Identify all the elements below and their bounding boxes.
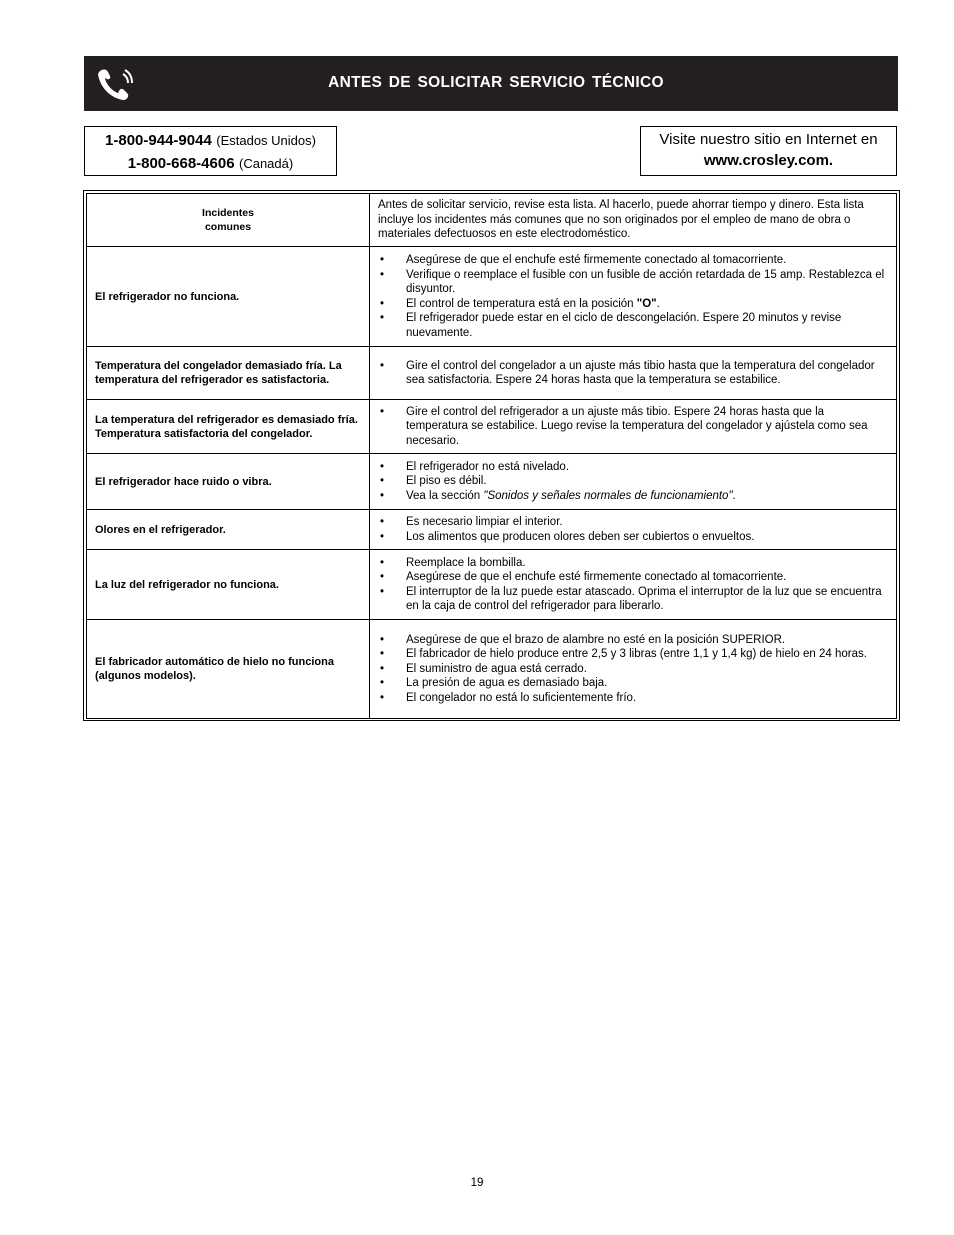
column-header-issues-line2: comunes xyxy=(204,221,252,233)
solution-item: • Asegúrese de que el enchufe esté firmemente conectado al tomacorriente. xyxy=(378,570,888,585)
troubleshooting-grid xyxy=(86,193,897,719)
website-intro-text: Visite nuestro sitio en Internet en xyxy=(659,131,878,148)
troubleshooting-table xyxy=(83,190,900,721)
solution-item: • El fabricador de hielo produce entre 2,5 y 3 libras (entre 1,1 y 1,4 kg) de hielo en 24 horas. xyxy=(378,647,888,662)
solution-item: • El congelador no está lo suficientemente frío. xyxy=(378,691,888,706)
website-url: www.crosley.com. xyxy=(703,152,834,169)
phone-numbers-box xyxy=(84,126,337,176)
issue-cell: Temperatura del congelador demasiado fría. La temperatura del refrigerador es satisfactoria. xyxy=(87,347,370,400)
issue-cell: El fabricador automático de hielo no funciona (algunos modelos). xyxy=(87,620,370,719)
solution-item: • El interruptor de la luz puede estar atascado. Oprima el interruptor de la luz que se encuentra en la caja de control del refrigerador para liberarlo. xyxy=(378,585,888,614)
phone-country-ca: (Canadá) xyxy=(239,156,294,171)
solution-item: • El suministro de agua está cerrado. xyxy=(378,662,888,677)
section-header-bar xyxy=(84,56,898,111)
table-row xyxy=(87,247,897,347)
solutions-cell xyxy=(370,247,897,347)
solution-item: • El piso es débil. xyxy=(378,474,888,489)
solution-item: • Gire el control del congelador a un ajuste más tibio hasta que la temperatura del congelador sea satisfactoria. Espere 24 horas hasta que la temperatura se estabilice. xyxy=(378,359,888,388)
solutions-list xyxy=(378,515,888,544)
issue-cell: El refrigerador hace ruido o vibra. xyxy=(87,454,370,510)
page-number: 19 xyxy=(470,1177,484,1189)
solutions-cell xyxy=(370,620,897,719)
solution-item: • Asegúrese de que el enchufe esté firmemente conectado al tomacorriente. xyxy=(378,253,888,268)
column-header-issues-line1: Incidentes xyxy=(202,207,254,219)
phone-line-us xyxy=(85,129,336,152)
phone-line-ca xyxy=(85,152,336,175)
issue-cell: Olores en el refrigerador. xyxy=(87,510,370,550)
solutions-cell xyxy=(370,550,897,620)
solutions-list xyxy=(378,460,888,504)
solution-item: • El refrigerador puede estar en el ciclo de descongelación. Espere 20 minutos y revise nuevamente. xyxy=(378,311,888,340)
solution-item: • Reemplace la bombilla. xyxy=(378,556,888,571)
solutions-cell xyxy=(370,347,897,400)
table-row xyxy=(87,347,897,400)
website-box xyxy=(640,126,897,176)
solution-item: • Asegúrese de que el brazo de alambre no esté en la posición SUPERIOR. xyxy=(378,633,888,648)
column-header-issues xyxy=(87,194,370,247)
section-reference: "Sonidos y señales normales de funcionamiento" xyxy=(483,489,733,502)
position-o-label: "O" xyxy=(636,297,657,310)
phone-country-us: (Estados Unidos) xyxy=(216,133,316,148)
table-row xyxy=(87,510,897,550)
table-header-row xyxy=(87,194,897,247)
solution-item: • Vea la sección "Sonidos y señales normales de funcionamiento". xyxy=(378,489,888,504)
solutions-cell xyxy=(370,400,897,454)
phone-number-us: 1-800-944-9044 xyxy=(105,132,212,149)
table-row xyxy=(87,620,897,719)
intro-text: Antes de solicitar servicio, revise esta lista. Al hacerlo, puede ahorrar tiempo y dinero. Esta lista incluye los incidentes más comunes que no son originados por el empleo de mano de obra o materiales defectuosos en este electrodoméstico. xyxy=(370,194,897,247)
solution-item: • Gire el control del refrigerador a un ajuste más tibio. Espere 24 horas hasta que la temperatura se estabilice. Luego revise la temperatura del congelador y ajústela como sea necesario. xyxy=(378,405,888,449)
solution-item: • Verifique o reemplace el fusible con un fusible de acción retardada de 15 amp. Restablezca el disyuntor. xyxy=(378,268,888,297)
issue-cell: La luz del refrigerador no funciona. xyxy=(87,550,370,620)
table-row xyxy=(87,550,897,620)
table-row xyxy=(87,454,897,510)
solution-item: • El refrigerador no está nivelado. xyxy=(378,460,888,475)
solution-item: • El control de temperatura está en la posición "O". xyxy=(378,297,888,312)
solution-item: • Es necesario limpiar el interior. xyxy=(378,515,888,530)
issue-cell: El refrigerador no funciona. xyxy=(87,247,370,347)
solution-item: • Los alimentos que producen olores deben ser cubiertos o envueltos. xyxy=(378,530,888,545)
table-row xyxy=(87,400,897,454)
solutions-list xyxy=(378,405,888,449)
solutions-cell xyxy=(370,510,897,550)
solutions-cell xyxy=(370,454,897,510)
solutions-list xyxy=(378,253,888,340)
solutions-list xyxy=(378,359,888,388)
page-title: ANTES DE SOLICITAR SERVICIO TÉCNICO xyxy=(328,74,664,91)
solution-item: • La presión de agua es demasiado baja. xyxy=(378,676,888,691)
solutions-list xyxy=(378,633,888,706)
solutions-list xyxy=(378,556,888,614)
phone-number-ca: 1-800-668-4606 xyxy=(127,155,235,172)
issue-cell: La temperatura del refrigerador es demasiado fría. Temperatura satisfactoria del congelador. xyxy=(87,400,370,454)
